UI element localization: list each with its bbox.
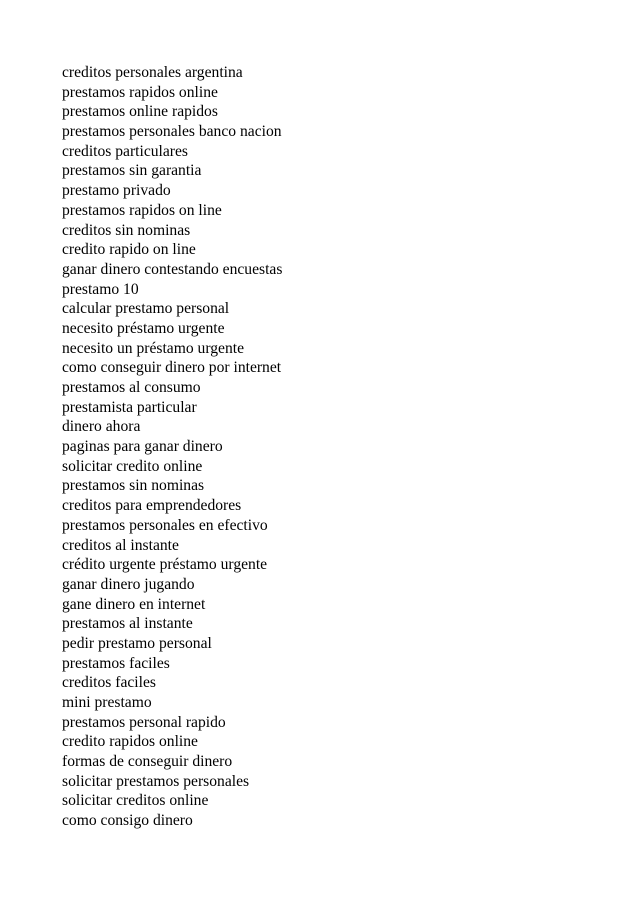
- text-line: crédito urgente préstamo urgente: [62, 556, 268, 574]
- text-line: solicitar creditos online: [62, 792, 209, 810]
- text-line: prestamos al instante: [62, 615, 193, 633]
- text-line: necesito préstamo urgente: [62, 319, 225, 337]
- text-line: calcular prestamo personal: [62, 300, 230, 318]
- text-line: creditos personales argentina: [62, 64, 243, 81]
- text-line: ganar dinero contestando encuestas: [62, 260, 283, 278]
- text-line: creditos para emprendedores: [62, 497, 242, 515]
- text-line: prestamos faciles: [62, 654, 170, 672]
- text-line: creditos al instante: [62, 536, 179, 554]
- text-line: prestamista particular: [62, 398, 197, 416]
- text-line: como conseguir dinero por internet: [62, 359, 282, 377]
- text-line: mini prestamo: [62, 694, 152, 711]
- text-line: formas de conseguir dinero: [62, 753, 233, 771]
- text-line: como consigo dinero: [62, 812, 193, 830]
- text-line: necesito un préstamo urgente: [62, 339, 245, 357]
- text-line: creditos faciles: [62, 674, 156, 692]
- text-line: prestamos online rapidos: [62, 103, 218, 121]
- text-line: pedir prestamo personal: [62, 634, 212, 652]
- text-line: credito rapidos online: [62, 733, 198, 751]
- text-line: prestamos rapidos on line: [62, 201, 222, 219]
- text-line: prestamos personal rapido: [62, 713, 226, 731]
- text-line: prestamos sin garantia: [62, 162, 202, 180]
- text-line: solicitar prestamos personales: [62, 772, 250, 790]
- keyword-list: [62, 63, 282, 831]
- text-line: paginas para ganar dinero: [62, 438, 223, 456]
- text-line: credito rapido on line: [62, 241, 196, 259]
- text-line: gane dinero en internet: [62, 595, 206, 613]
- text-line: ganar dinero jugando: [62, 575, 195, 593]
- text-line: prestamos rapidos online: [62, 83, 218, 101]
- text-line: dinero ahora: [62, 418, 141, 436]
- text-line: prestamo privado: [62, 182, 171, 200]
- text-line: prestamos personales banco nacion: [62, 123, 282, 141]
- text-line: creditos particulares: [62, 142, 188, 160]
- text-line: prestamos al consumo: [62, 379, 201, 396]
- text-line: prestamo 10: [62, 280, 139, 298]
- text-line: creditos sin nominas: [62, 221, 191, 239]
- text-line: prestamos sin nominas: [62, 477, 205, 495]
- text-line: solicitar credito online: [62, 457, 203, 475]
- text-line: prestamos personales en efectivo: [62, 516, 268, 534]
